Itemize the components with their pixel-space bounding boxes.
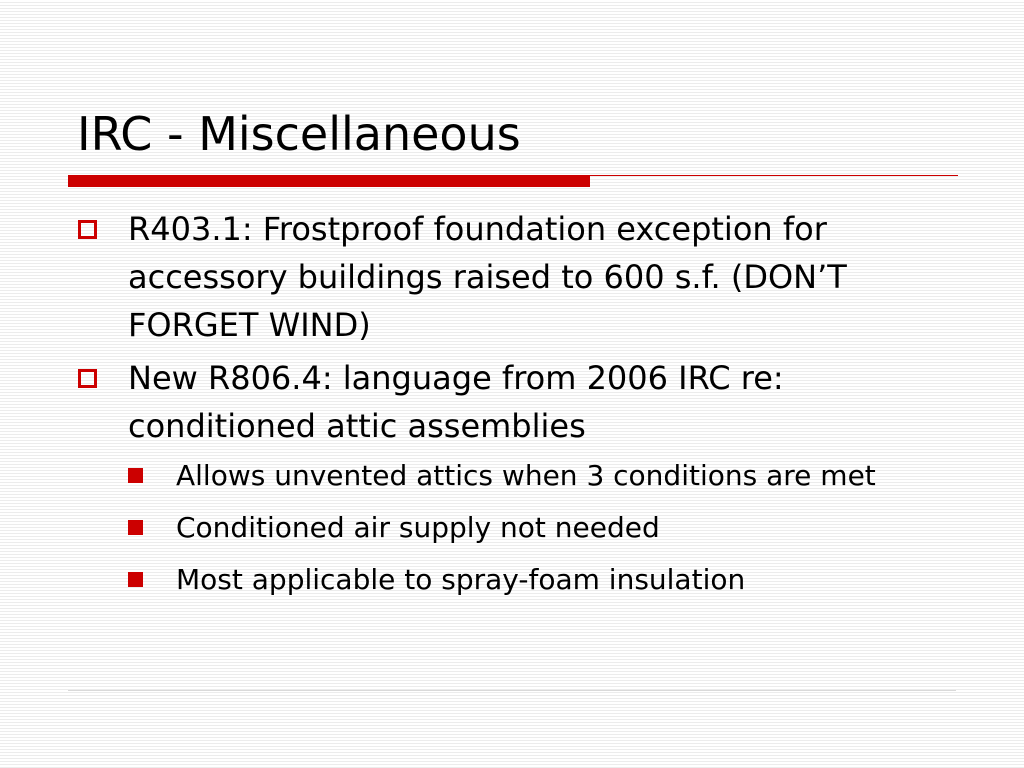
sub-bullet-text: Conditioned air supply not needed (176, 511, 660, 544)
sub-bullet-text: Most applicable to spray-foam insulation (176, 563, 746, 596)
bullet-list (78, 205, 958, 611)
filled-square-bullet-icon (128, 468, 143, 483)
sub-bullet-text: Allows unvented attics when 3 conditions are met (176, 459, 876, 492)
bullet-text: R403.1: Frostproof foundation exception for accessory buildings raised to 600 s.f. (DON’T FORGET WIND) (128, 210, 847, 344)
bullet-item (78, 205, 958, 349)
sub-bullet-item (128, 559, 958, 601)
bullet-text: New R806.4: language from 2006 IRC re: conditioned attic assemblies (128, 359, 784, 445)
filled-square-bullet-icon (128, 572, 143, 587)
slide-title: IRC - Miscellaneous (77, 107, 521, 161)
filled-square-bullet-icon (128, 520, 143, 535)
sub-bullet-item (128, 507, 958, 549)
sub-bullet-item (128, 455, 958, 497)
bullet-item (78, 354, 958, 450)
footer-divider (68, 690, 956, 691)
hollow-square-bullet-icon (78, 220, 97, 239)
title-rule-thick (68, 176, 590, 187)
hollow-square-bullet-icon (78, 369, 97, 388)
